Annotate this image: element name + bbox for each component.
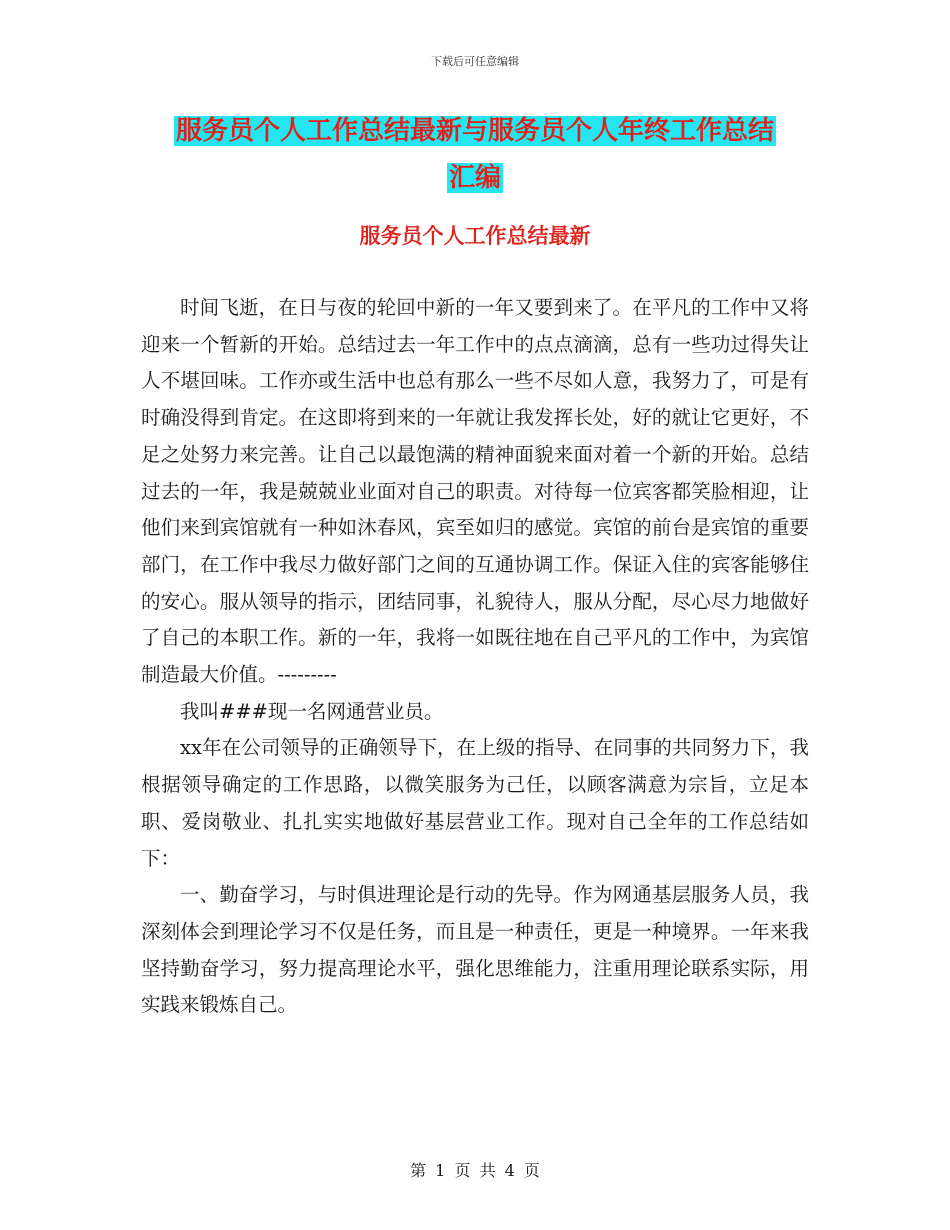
document-title-line1: 服务员个人工作总结最新与服务员个人年终工作总结 bbox=[175, 116, 774, 146]
paragraph: 时间飞逝，在日与夜的轮回中新的一年又要到来了。在平凡的工作中又将迎来一个暂新的开始。总结过去一年工作中的点点滴滴，总有一些功过得失让人不堪回味。工作亦或生活中也总有那么一些不尽如人意，我努力了，可是有时确没得到肯定。在这即将到来的一年就让我发挥长处，好的就让它更好，不足之处努力来完善。让自己以最饱满的精神面貌来面对着一个新的开始。总结过去的一年，我是兢兢业业面对自己的职责。对待每一位宾客都笑脸相迎，让他们来到宾馆就有一种如沐春风，宾至如归的感觉。宾馆的前台是宾馆的重要部门，在工作中我尽力做好部门之间的互通协调工作。保证入住的宾客能够住的安心。服从领导的指示，团结同事，礼貌待人，服从分配，尽心尽力地做好了自己的本职工作。新的一年，我将一如既往地在自己平凡的工作中，为宾馆制造最大价值。--------- bbox=[141, 296, 809, 687]
page-footer: 第 1 页 共 4 页 bbox=[410, 1161, 540, 1180]
document-body bbox=[141, 290, 809, 1024]
document-title bbox=[140, 108, 810, 202]
section-title: 服务员个人工作总结最新 bbox=[359, 223, 591, 248]
header-note: 下载后可任意编辑 bbox=[431, 55, 519, 68]
paragraph: 我叫###现一名网通营业员。 bbox=[180, 699, 444, 723]
document-title-line2: 汇编 bbox=[448, 163, 501, 193]
paragraph: 一、勤奋学习，与时俱进理论是行动的先导。作为网通基层服务人员，我深刻体会到理论学习不仅是任务，而且是一种责任，更是一种境界。一年来我坚持勤奋学习，努力提高理论水平，强化思维能力，注重用理论联系实际，用实践来锻炼自己。 bbox=[141, 883, 809, 1017]
paragraph: xx年在公司领导的正确领导下，在上级的指导、在同事的共同努力下，我根据领导确定的工作思路，以微笑服务为己任，以顾客满意为宗旨，立足本职、爱岗敬业、扎扎实实地做好基层营业工作。现对自己全年的工作总结如下： bbox=[141, 736, 809, 870]
